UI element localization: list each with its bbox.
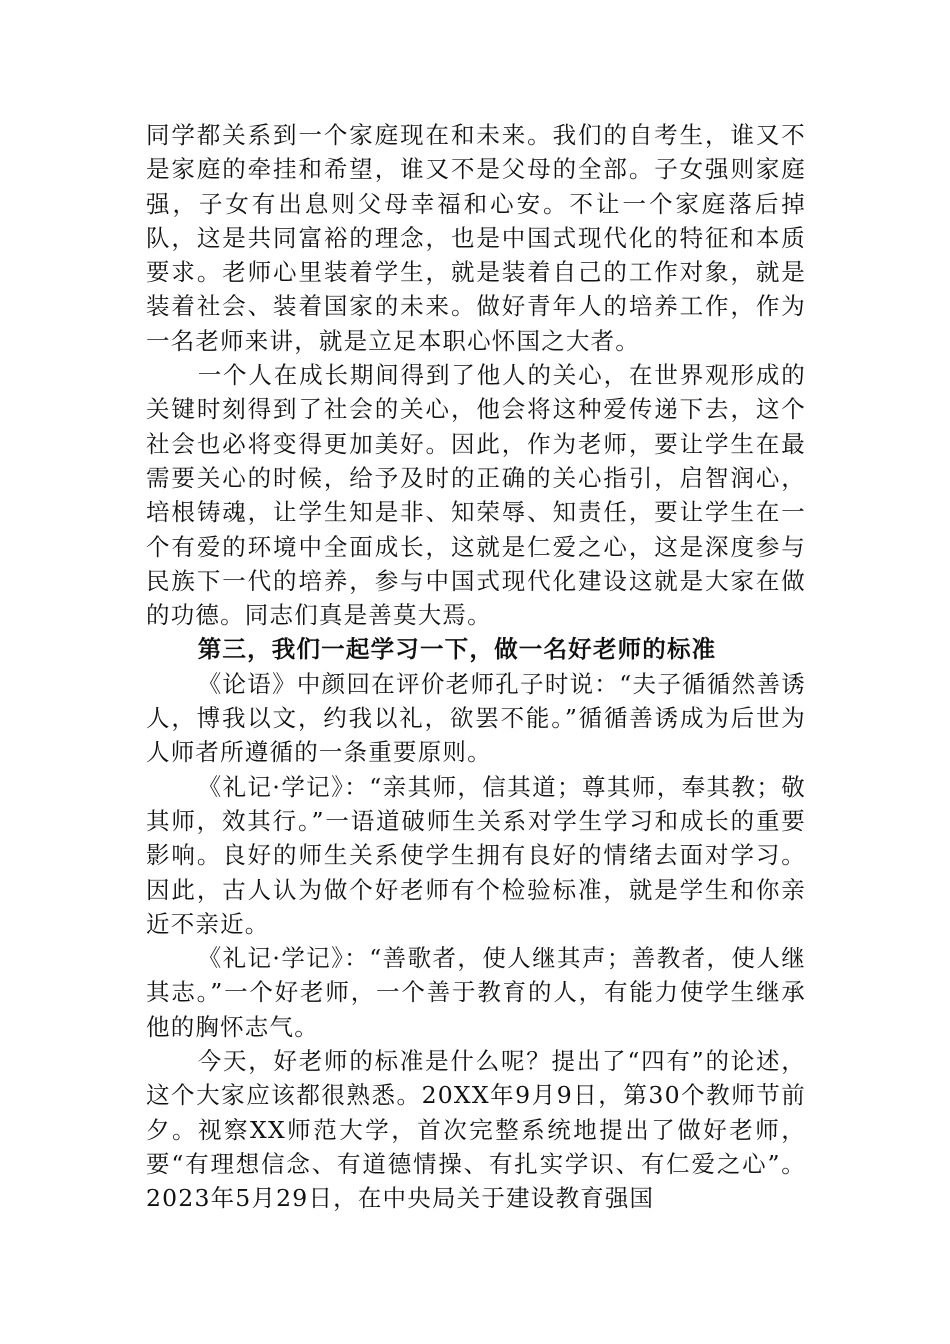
document-page bbox=[146, 118, 806, 1216]
paragraph-liji-2: 《礼记·学记》：“善歌者，使人继其声；善教者，使人继其志。”一个好老师，一个善于教育的人，有能力使学生继承他的胸怀志气。 bbox=[146, 944, 806, 1041]
paragraph-lunyu: 《论语》中颜回在评价老师孔子时说：“夫子循循然善诱人，博我以文，约我以礼，欲罢不能。”循循善诱成为后世为人师者所遵循的一条重要原则。 bbox=[146, 669, 806, 767]
paragraph-four-haves: 今天，好老师的标准是什么呢？提出了“四有”的论述，这个大家应该都很熟悉。20XX年9月9日，第30个教师节前夕。视察XX师范大学，首次完整系统地提出了做好老师，要“有理想信念、有道德情操、有扎实学识、有仁爱之心”。2023年5月29日，在中央局关于建设教育强国 bbox=[146, 1047, 806, 1213]
section-heading: 第三，我们一起学习一下，做一名好老师的标准 bbox=[197, 635, 717, 664]
paragraph-care: 一个人在成长期间得到了他人的关心，在世界观形成的关键时刻得到了社会的关心，他会将这种爱传递下去，这个社会也必将变得更加美好。因此，作为老师，要让学生在最需要关心的时候，给予及时的正确的关心指引，启智润心，培根铸魂，让学生知是非、知荣辱、知责任，要让学生在一个有爱的环境中全面成长，这就是仁爱之心，这是深度参与民族下一代的培养，参与中国式现代化建设这就是大家在做的功德。同志们真是善莫大焉。 bbox=[146, 361, 806, 630]
paragraph-liji-1: 《礼记·学记》：“亲其师，信其道；尊其师，奉其教；敬其师，效其行。”一语道破师生关系对学生学习和成长的重要影响。良好的师生关系使学生拥有良好的情绪去面对学习。因此，古人认为做个好老师有个检验标准，就是学生和你亲近不亲近。 bbox=[146, 772, 806, 938]
paragraph-continued: 同学都关系到一个家庭现在和未来。我们的自考生，谁又不是家庭的牵挂和希望，谁又不是父母的全部。子女强则家庭强，子女有出息则父母幸福和心安。不让一个家庭落后掉队，这是共同富裕的理念，也是中国式现代化的特征和本质要求。老师心里装着学生，就是装着自己的工作对象，就是装着社会、装着国家的未来。做好青年人的培养工作，作为一名老师来讲，就是立足本职心怀国之大者。 bbox=[146, 121, 806, 355]
